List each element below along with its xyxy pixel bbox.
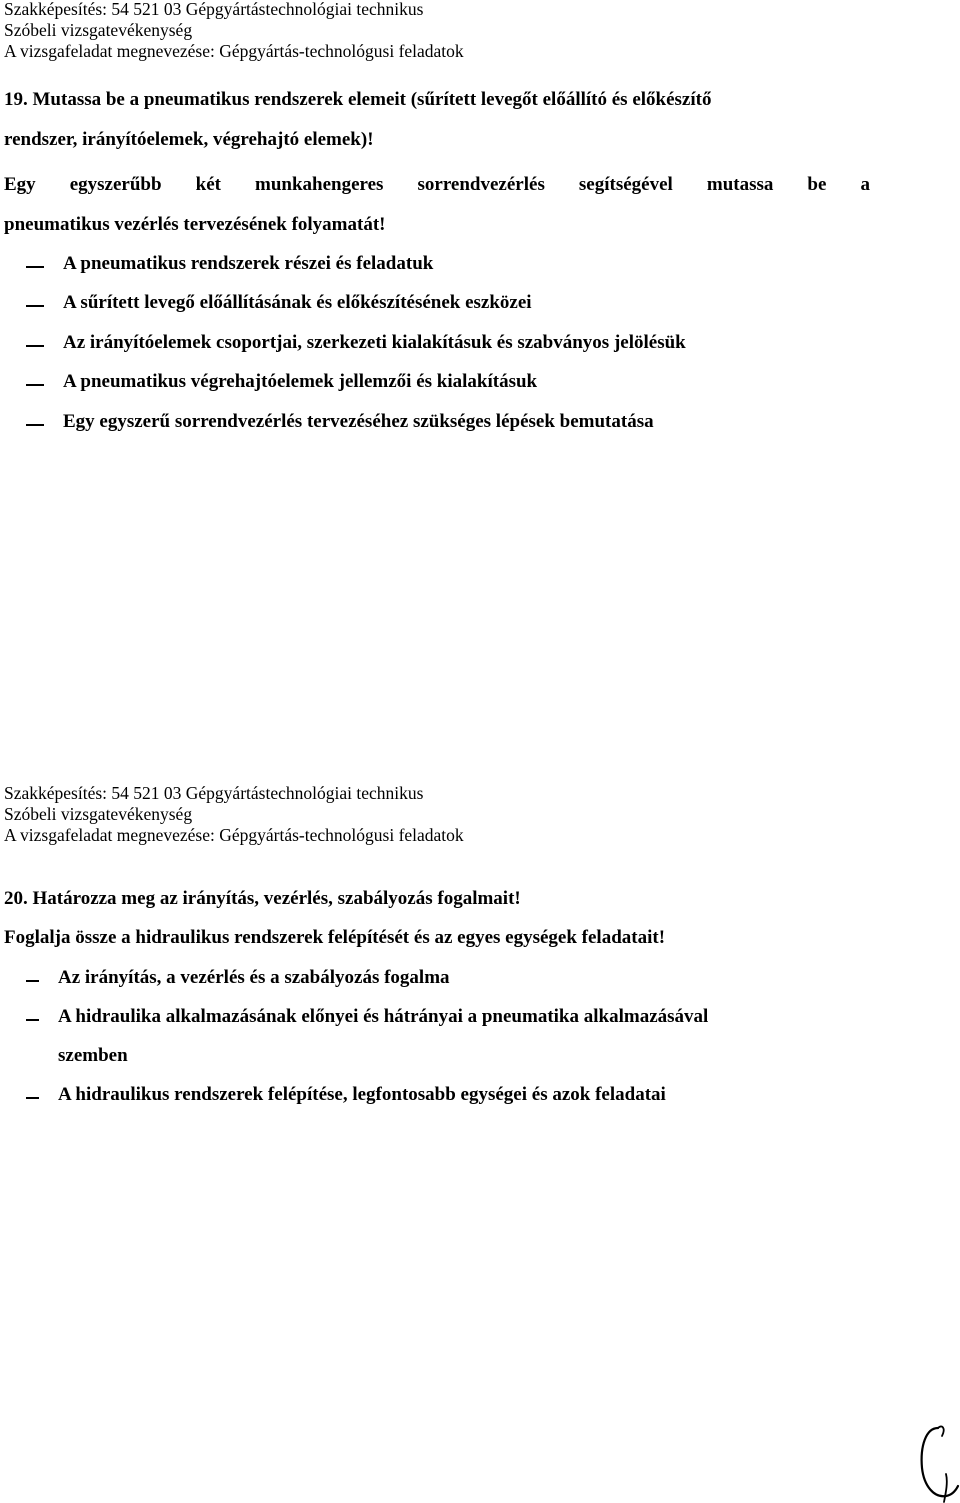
header-exam-activity: Szóbeli vizsgatevékenység bbox=[4, 20, 193, 40]
header-exam-activity: Szóbeli vizsgatevékenység bbox=[4, 804, 193, 824]
q19-line-3: Egy egyszerűbb két munkahengeres sorrendvezérlés segítségével mutassa be a bbox=[4, 174, 870, 195]
dash-marker bbox=[26, 266, 44, 268]
q20-item-2-continuation: szemben bbox=[58, 1045, 128, 1066]
q19-line-2: rendszer, irányítóelemek, végrehajtó elemek)! bbox=[4, 129, 374, 150]
dash-marker bbox=[26, 305, 44, 307]
dash-marker bbox=[26, 1097, 39, 1099]
q19-line-1: 19. Mutassa be a pneumatikus rendszerek elemeit (sűrített levegőt előállító és előkészítő bbox=[4, 89, 712, 110]
q20-item-3: A hidraulikus rendszerek felépítése, legfontosabb egységei és azok feladatai bbox=[58, 1084, 666, 1105]
signature-mark bbox=[912, 1420, 960, 1503]
page-header-1 bbox=[4, 0, 464, 62]
q20-line-1: 20. Határozza meg az irányítás, vezérlés, szabályozás fogalmait! bbox=[4, 888, 521, 909]
q20-line-2: Foglalja össze a hidraulikus rendszerek felépítését és az egyes egységek feladatait! bbox=[4, 927, 666, 948]
q19-item-5: Egy egyszerű sorrendvezérlés tervezéséhez szükséges lépések bemutatása bbox=[63, 411, 654, 432]
dash-marker bbox=[26, 345, 44, 347]
q19-item-4: A pneumatikus végrehajtóelemek jellemzői és kialakításuk bbox=[63, 371, 538, 392]
page-header-2 bbox=[4, 783, 464, 846]
dash-marker bbox=[26, 424, 44, 426]
header-qualification: Szakképesítés: 54 521 03 Gépgyártástechnológiai technikus bbox=[4, 0, 424, 19]
q19-item-3: Az irányítóelemek csoportjai, szerkezeti kialakításuk és szabványos jelölésük bbox=[63, 332, 686, 353]
header-task-name: A vizsgafeladat megnevezése: Gépgyártás-technológusi feladatok bbox=[4, 41, 464, 61]
q20-item-2: A hidraulika alkalmazásának előnyei és hátrányai a pneumatika alkalmazásával bbox=[58, 1006, 709, 1027]
dash-marker bbox=[26, 384, 44, 386]
q19-item-2: A sűrített levegő előállításának és előkészítésének eszközei bbox=[63, 292, 532, 313]
q20-item-1: Az irányítás, a vezérlés és a szabályozás fogalma bbox=[58, 967, 450, 988]
header-task-name: A vizsgafeladat megnevezése: Gépgyártás-technológusi feladatok bbox=[4, 825, 464, 845]
q19-line-4: pneumatikus vezérlés tervezésének folyamatát! bbox=[4, 214, 386, 235]
dash-marker bbox=[26, 980, 39, 982]
header-qualification: Szakképesítés: 54 521 03 Gépgyártástechnológiai technikus bbox=[4, 783, 424, 803]
q19-item-1: A pneumatikus rendszerek részei és feladatuk bbox=[63, 253, 434, 274]
dash-marker bbox=[26, 1019, 39, 1021]
